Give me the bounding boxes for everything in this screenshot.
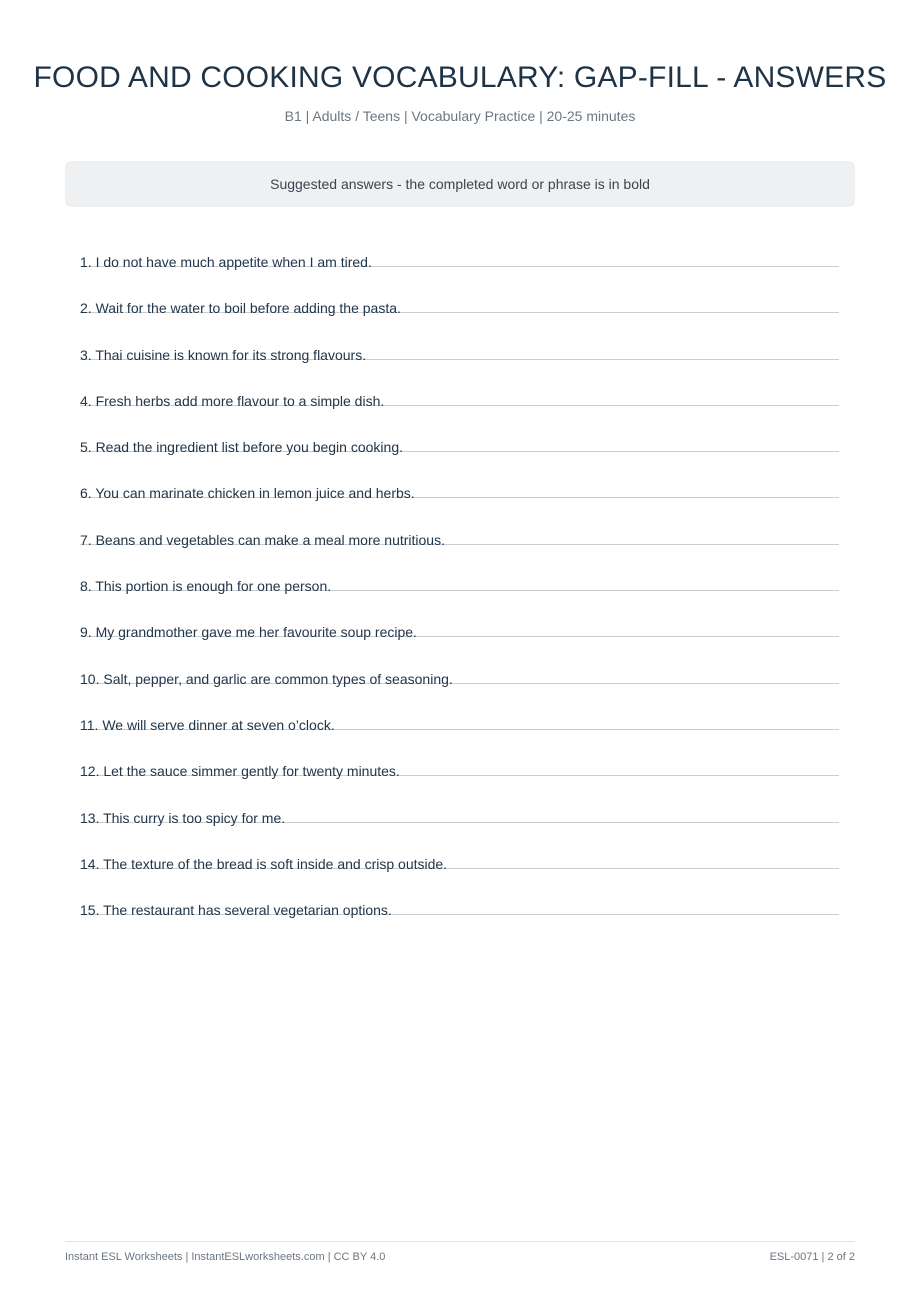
answer-text: 5. Read the ingredient list before you begin cooking. bbox=[80, 439, 403, 456]
answer-item bbox=[80, 477, 839, 523]
page-title: FOOD AND COOKING VOCABULARY: GAP-FILL - ANSWERS bbox=[33, 61, 887, 94]
answer-text: 11. We will serve dinner at seven o’clock. bbox=[80, 716, 335, 733]
page-subtitle: B1 | Adults / Teens | Vocabulary Practice | 20-25 minutes bbox=[284, 108, 636, 124]
answer-item bbox=[80, 709, 839, 755]
answer-text: 9. My grandmother gave me her favourite soup recipe. bbox=[80, 624, 417, 641]
answer-text: 8. This portion is enough for one person. bbox=[80, 578, 332, 595]
footer-divider bbox=[65, 1241, 855, 1242]
footer-page-number: ESL-0071 | 2 of 2 bbox=[769, 1251, 855, 1263]
instructions-banner: Suggested answers - the completed word or phrase is in bold bbox=[65, 161, 855, 207]
answer-text: 4. Fresh herbs add more flavour to a simple dish. bbox=[80, 392, 385, 409]
answer-list bbox=[80, 246, 839, 940]
answer-text: 14. The texture of the bread is soft inside and crisp outside. bbox=[80, 855, 448, 872]
answer-item bbox=[80, 524, 839, 570]
answer-item bbox=[80, 616, 839, 662]
answer-text: 12. Let the sauce simmer gently for twenty minutes. bbox=[80, 763, 400, 780]
answer-item bbox=[80, 246, 839, 292]
answer-text: 3. Thai cuisine is known for its strong flavours. bbox=[80, 346, 367, 363]
answer-item bbox=[80, 570, 839, 616]
answer-item bbox=[80, 802, 839, 848]
answer-text: 10. Salt, pepper, and garlic are common types of seasoning. bbox=[80, 670, 453, 687]
answer-item bbox=[80, 292, 839, 338]
answer-item bbox=[80, 755, 839, 801]
answer-text: 15. The restaurant has several vegetarian options. bbox=[80, 902, 392, 919]
answer-text: 13. This curry is too spicy for me. bbox=[80, 809, 286, 826]
answer-text: 2. Wait for the water to boil before adding the pasta. bbox=[80, 300, 401, 317]
answer-text: 7. Beans and vegetables can make a meal more nutritious. bbox=[80, 531, 445, 548]
answer-item bbox=[80, 848, 839, 894]
footer-credits: Instant ESL Worksheets | InstantESLworksheets.com | CC BY 4.0 bbox=[65, 1251, 386, 1263]
answer-text: 6. You can marinate chicken in lemon juice and herbs. bbox=[80, 485, 415, 502]
answer-item bbox=[80, 894, 839, 940]
answer-item bbox=[80, 339, 839, 385]
answer-text: 1. I do not have much appetite when I am tired. bbox=[80, 254, 372, 270]
answer-item bbox=[80, 431, 839, 477]
answer-item bbox=[80, 385, 839, 431]
answer-item bbox=[80, 663, 839, 709]
